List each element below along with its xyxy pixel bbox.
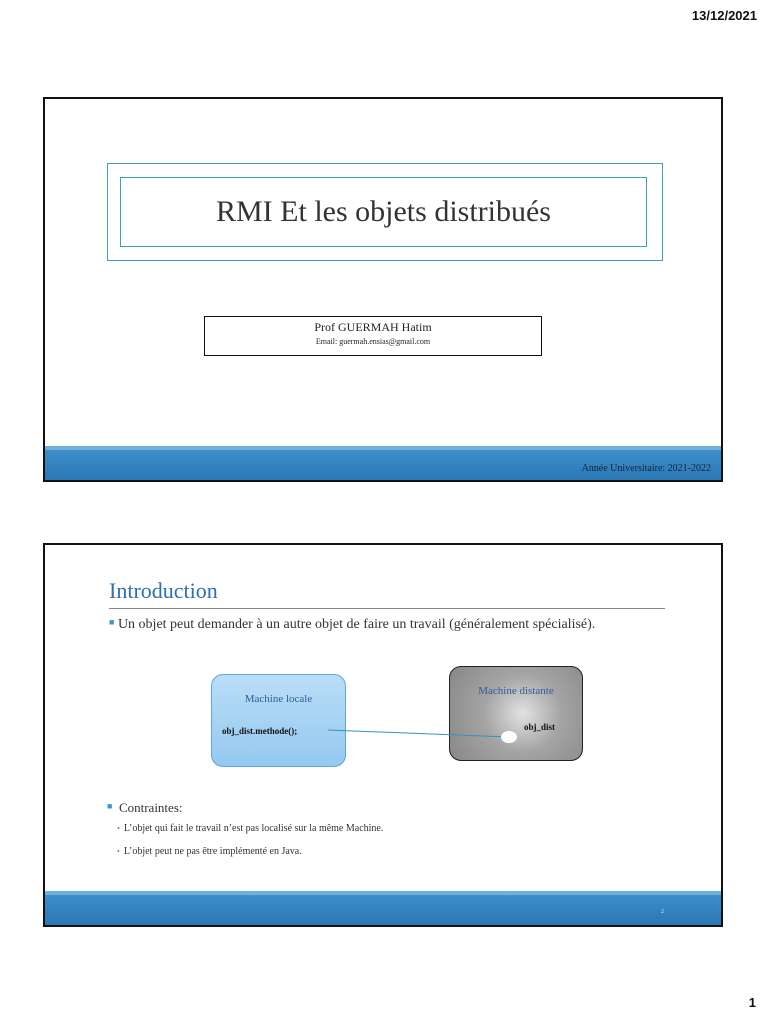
square-bullet-icon: ■ [109, 617, 115, 627]
connector-path [328, 730, 508, 737]
connector-line [45, 545, 723, 927]
print-date: 13/12/2021 [691, 8, 757, 23]
footer-bar [45, 891, 721, 925]
slide-heading: Introduction [109, 578, 218, 603]
page-number: 1 [748, 995, 756, 1010]
slide-1 [43, 97, 723, 482]
slide-number: 2 [661, 909, 664, 915]
footer-bar [45, 446, 721, 480]
contraintes-bullet [107, 800, 182, 816]
machine-locale-label: Machine locale [244, 693, 313, 705]
remote-object-dot [501, 731, 517, 743]
author-email: Email: guermah.ensias@gmail.com [315, 337, 431, 346]
machine-locale-code: obj_dist.methode(); [222, 726, 298, 736]
sub-item [117, 846, 302, 857]
machine-distante-label: Machine distante [478, 685, 554, 697]
slide-title: RMI Et les objets distribués [216, 195, 551, 228]
title-box [120, 177, 647, 247]
contraintes-label: Contraintes: [118, 800, 183, 815]
sub-item [117, 823, 383, 834]
author-name: Prof GUERMAH Hatim [314, 320, 432, 334]
author-box [204, 316, 542, 356]
slide-2 [43, 543, 723, 927]
sub-item-text: L’objet qui fait le travail n’est pas localisé sur la même Machine. [123, 823, 384, 834]
square-bullet-icon: ■ [107, 801, 113, 811]
academic-year: Année Universitaire: 2021-2022 [581, 463, 711, 474]
machine-distante-code: obj_dist [524, 722, 556, 732]
sub-bullet-icon: • [117, 824, 120, 833]
sub-bullet-icon: • [117, 847, 120, 856]
sub-item-text: L’objet peut ne pas être implémenté en Java. [123, 846, 302, 857]
main-bullet-text: Un objet peut demander à un autre objet de faire un travail (généralement spécialisé). [117, 617, 596, 632]
